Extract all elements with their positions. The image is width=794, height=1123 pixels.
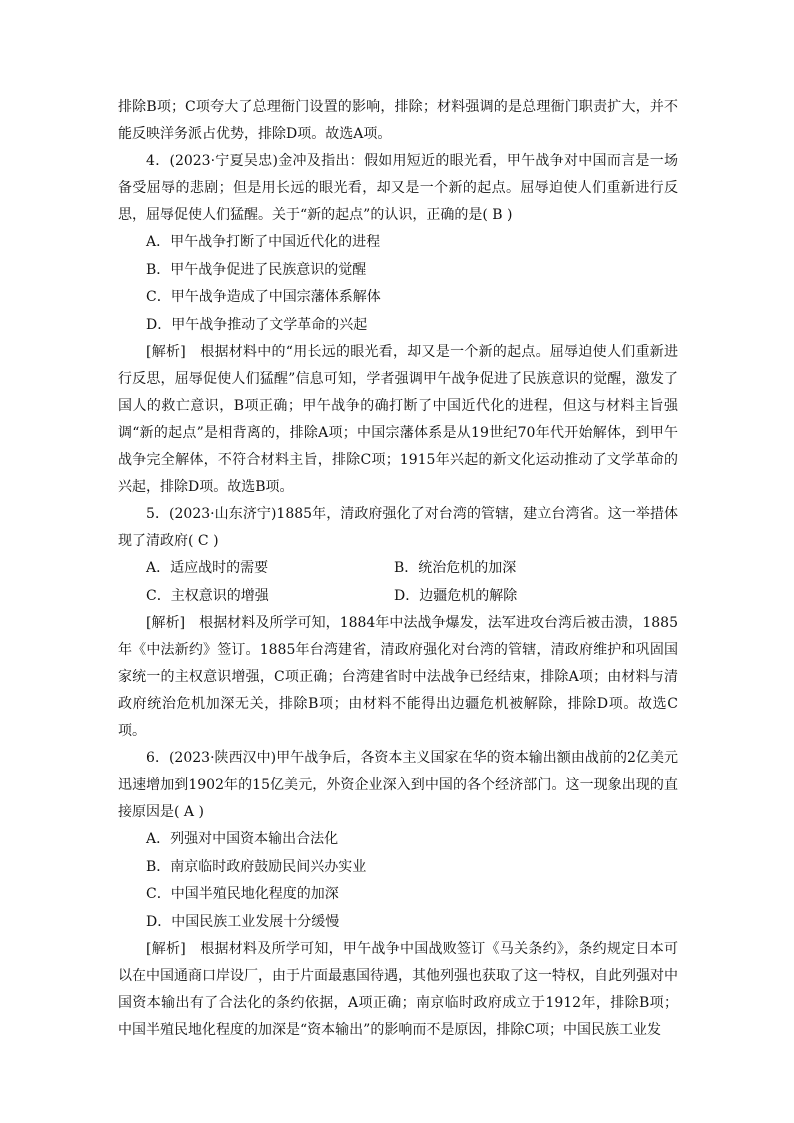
- question-stem: 6．(2023·陕西汉中)甲午战争后，各资本主义国家在华的资本输出额由战前的2亿美元迅速增加到1902年的15亿美元，外资企业深入到中国的各个经济部门。这一现象出现的直接原因是( A ): [118, 750, 678, 820]
- option-d: D．甲午战争推动了文学革命的兴起: [146, 316, 368, 333]
- option-b: B．甲午战争促进了民族意识的觉醒: [146, 261, 367, 278]
- question-stem: 5．(2023·山东济宁)1885年，清政府强化了对台湾的管辖，建立台湾省。这一举措体现了清政府( C ): [118, 506, 678, 549]
- carryover-text: 排除B项；C项夸大了总理衙门设置的影响，排除；材料强调的是总理衙门职责扩大，并不能反映洋务派占优势，排除D项。故选A项。: [118, 99, 678, 142]
- option-d: D．中国民族工业发展十分缓慢: [146, 913, 340, 930]
- analysis-text: [解析] 根据材料及所学可知，1884年中法战争爆发，法军进攻台湾后被击溃，1885年《中法新约》签订。1885年台湾建省，清政府强化对台湾的管辖，清政府维护和巩固国家统一的主权意识增强，C项正确；台湾建省时中法战争已经结束，排除A项；由材料与清政府统治危机加深无关，排除B项；由材料不能得出边疆危机被解除，排除D项。故选C项。: [118, 615, 678, 739]
- question-stem: 4．(2023·宁夏吴忠)金冲及指出：假如用短近的眼光看，甲午战争对中国而言是一场备受屈辱的悲剧；但是用长远的眼光看，却又是一个新的起点。屈辱迫使人们重新进行反思，屈辱促使人们猛醒。关于“新的起点”的认识，正确的是( B ): [118, 153, 678, 223]
- option-row: [118, 555, 678, 583]
- option-a: A．甲午战争打断了中国近代化的进程: [146, 234, 381, 250]
- option-a: A．列强对中国资本输出合法化: [146, 831, 339, 847]
- analysis-text: [解析] 根据材料及所学可知，甲午战争中国战败签订《马关条约》，条约规定日本可以在中国通商口岸设厂，由于片面最惠国待遇，其他列强也获取了这一特权，自此列强对中国资本输出有了合法化的条约依据，A项正确；南京临时政府成立于1912年，排除B项；中国半殖民地化程度的加深是“资本输出”的影响而不是原因，排除C项；中国民族工业发: [118, 941, 678, 1038]
- option-c: C．甲午战争造成了中国宗藩体系解体: [146, 289, 381, 305]
- option-a: A．适应战时的需要: [146, 560, 269, 576]
- option-b: B．统治危机的加深: [394, 560, 517, 576]
- analysis-text: [解析] 根据材料中的“用长远的眼光看，却又是一个新的起点。屈辱迫使人们重新进行反思，屈辱促使人们猛醒”信息可知，学者强调甲午战争促进了民族意识的觉醒，激发了国人的救亡意识，B项正确；甲午战争的确打断了中国近代化的进程，但这与材料主旨强调“新的起点”是相背离的，排除A项；中国宗藩体系是从19世纪70年代开始解体，到甲午战争完全解体，不符合材料主旨，排除C项；1915年兴起的新文化运动推动了文学革命的兴起，排除D项。故选B项。: [118, 344, 678, 495]
- option-b: B．南京临时政府鼓励民间兴办实业: [146, 858, 367, 875]
- question-6: [118, 745, 678, 1044]
- question-5: [118, 501, 678, 745]
- question-4: [118, 148, 678, 501]
- option-c: C．中国半殖民地化程度的加深: [146, 886, 339, 902]
- option-row: [118, 583, 678, 611]
- option-c: C．主权意识的增强: [146, 587, 269, 604]
- option-d: D．边疆危机的解除: [394, 587, 518, 604]
- question-content: [118, 94, 678, 1044]
